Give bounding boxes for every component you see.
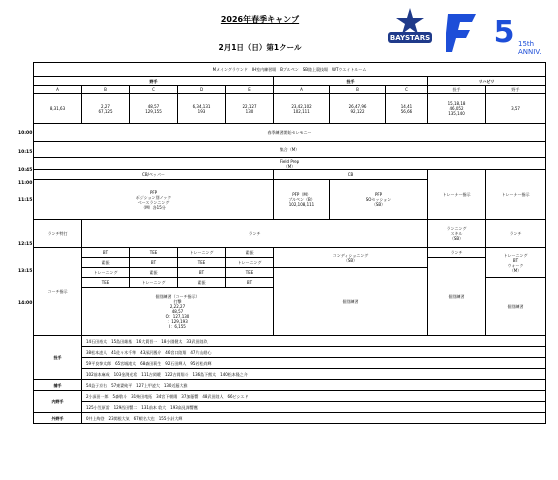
lunch-3: ランチ bbox=[428, 248, 486, 258]
lunch-special: ランチ特打 bbox=[34, 220, 82, 248]
group-numbers: 15,18,18 46,052 135,140 bbox=[428, 94, 486, 124]
individual-batting: 個別練習（コーチ指示） 打撃 2,22,27 48,57 O：127,130 ：129,193 I：6,155 bbox=[82, 288, 274, 336]
cb: CB bbox=[274, 170, 428, 180]
ceremony: 春季練習開始セレモニー bbox=[34, 124, 546, 142]
lunch: ランチ bbox=[82, 220, 428, 248]
infield-row: 2小深田一郎 5森敬斗 31柴田竜拓 34宮下朝陽 37加藤響 48武田陸人 66ビシエド bbox=[82, 391, 546, 402]
group-numbers: 14,41 56,66 bbox=[386, 94, 428, 124]
rotation-cell: トレーニング bbox=[178, 248, 226, 258]
col-letter: D bbox=[178, 86, 226, 94]
time-1045: 10:45 bbox=[18, 168, 33, 173]
pitchers-row: 38松本凌人 41佐々木千隼 43深沢鳳介 46宮口陸翔 47片山皓心 bbox=[82, 347, 546, 358]
anniversary-anniv: ANNIV. bbox=[518, 48, 542, 56]
group-numbers: 26,47,96 92,122 bbox=[330, 94, 386, 124]
catchers-label: 捕手 bbox=[34, 380, 82, 391]
col-letter: B bbox=[330, 86, 386, 94]
cb-pepper: CB/ペッパー bbox=[34, 170, 274, 180]
anniversary-number: 5 bbox=[493, 15, 515, 50]
conditioning: コンディショニング （SB） bbox=[274, 248, 428, 268]
schedule-date: 2月1日（日）第1クール bbox=[218, 43, 302, 52]
time-1115: 11:15 bbox=[18, 198, 33, 203]
col-letter: 投手 bbox=[428, 86, 486, 94]
time-1315: 13:15 bbox=[18, 269, 33, 274]
rotation-cell: BT bbox=[226, 278, 274, 288]
anniversary-15th: 15th bbox=[518, 40, 535, 48]
rotation-cell: TEE bbox=[130, 248, 178, 258]
pitchers-row: 102前本麻成 103金渕光希 111吉岡暖 122吉岡翔斗 136島下熊太 140松本隆之介 bbox=[82, 369, 546, 380]
col-letter: B bbox=[82, 86, 130, 94]
group-numbers: 48,57 129,155 bbox=[130, 94, 178, 124]
rotation-cell: TEE bbox=[178, 258, 226, 268]
pfp-so-session: PFP SOセッション （SB） bbox=[330, 180, 428, 220]
col-letter: C bbox=[386, 86, 428, 94]
rotation-cell: トレーニング bbox=[130, 278, 178, 288]
anniversary-logo bbox=[446, 6, 546, 56]
col-letter: C bbox=[130, 86, 178, 94]
col-letter: A bbox=[34, 86, 82, 94]
rotation-cell: BT bbox=[130, 258, 178, 268]
pitchers-row: 14石田裕太 15島田雄基 16大貫晋一 18小園健太 33武田陸玖 bbox=[82, 336, 546, 347]
catchers-row: 54益子京右 57東妻純平 127上甲凌大 130近藤大雅 bbox=[82, 380, 546, 391]
rotation-cell: トレーニング bbox=[82, 268, 130, 278]
venue-legend: Mメイングラウンド IH室内練習場 Bブルペン SB陸上競技場 WTウエイトルーム bbox=[34, 63, 546, 77]
rotation-cell: BT bbox=[82, 248, 130, 258]
rotation-cell: BT bbox=[178, 268, 226, 278]
outfield-row: 0井上絢登 23関根大気 67蝦名大也 155小針大輝 bbox=[82, 413, 546, 424]
field-prep: Field Prep （M） bbox=[34, 158, 546, 170]
group-numbers: 23,42,102 102,111 bbox=[274, 94, 330, 124]
group-pitchers: 投手 bbox=[274, 77, 428, 86]
rotation-cell: 素振 bbox=[226, 248, 274, 258]
individual-practice-3: 個別練習 bbox=[428, 258, 486, 336]
pitchers-label: 投手 bbox=[34, 336, 82, 380]
group-numbers: 2,27 67,125 bbox=[82, 94, 130, 124]
page-title: 2026年春季キャンプ bbox=[220, 15, 300, 24]
group-rehab: リハビリ bbox=[428, 77, 546, 86]
individual-practice-2: 個別練習 bbox=[486, 278, 546, 336]
col-letter: 野手 bbox=[486, 86, 546, 94]
group-numbers: 8,31,63 bbox=[34, 94, 82, 124]
coach-instruction: コーチ指示 bbox=[34, 248, 82, 336]
time-1000: 10:00 bbox=[18, 131, 33, 136]
rotation-cell: トレーニング bbox=[226, 258, 274, 268]
baystars-logo bbox=[384, 6, 436, 50]
group-fielders: 野手 bbox=[34, 77, 274, 86]
schedule-table bbox=[33, 62, 546, 424]
time-1015: 10:15 bbox=[18, 150, 33, 155]
baystars-logo-text: BAYSTARS bbox=[389, 34, 431, 42]
lunch-2: ランチ bbox=[486, 220, 546, 248]
group-numbers: 3,57 bbox=[486, 94, 546, 124]
infield-label: 内野手 bbox=[34, 391, 82, 413]
assembly: 集合（M） bbox=[34, 142, 546, 158]
time-1100: 11:00 bbox=[18, 181, 33, 186]
group-numbers: 22,127 130 bbox=[226, 94, 274, 124]
outfield-label: 外野手 bbox=[34, 413, 82, 424]
running-skill: ランニング スキル （SB） bbox=[428, 220, 486, 248]
col-letter: A bbox=[274, 86, 330, 94]
time-1400: 14:00 bbox=[18, 301, 33, 306]
baystars-star-icon bbox=[396, 8, 424, 34]
trainer-instruction: トレーナー指示 bbox=[428, 170, 486, 220]
time-1215: 12:15 bbox=[18, 242, 33, 247]
pfp-fielders: PFP ポジション別ノック ベースランニング （M）各15分 bbox=[34, 180, 274, 220]
group-numbers: 6,34,131 193 bbox=[178, 94, 226, 124]
rotation-cell: TEE bbox=[226, 268, 274, 278]
trainer-instruction-2: トレーナー指示 bbox=[486, 170, 546, 220]
individual-practice: 個別練習 bbox=[274, 268, 428, 336]
pfp-pitchers: PFP（M） ブルペン（B） 102,108,111 bbox=[274, 180, 330, 220]
right-box: トレーニング BT ウォーク （M） bbox=[486, 248, 546, 278]
pitchers-row: 59平良拳太郎 65宮城滝太 68森田莉生 92石田輝人 95若松尚輝 bbox=[82, 358, 546, 369]
rotation-cell: 素振 bbox=[82, 258, 130, 268]
rotation-cell: TEE bbox=[82, 278, 130, 288]
rotation-cell: 素振 bbox=[178, 278, 226, 288]
rotation-cell: 素振 bbox=[130, 268, 178, 278]
col-letter: E bbox=[226, 86, 274, 94]
infield-row: 125小笠原雷 129西田響二 131前本 敦大 193高見澤響鷹 bbox=[82, 402, 546, 413]
